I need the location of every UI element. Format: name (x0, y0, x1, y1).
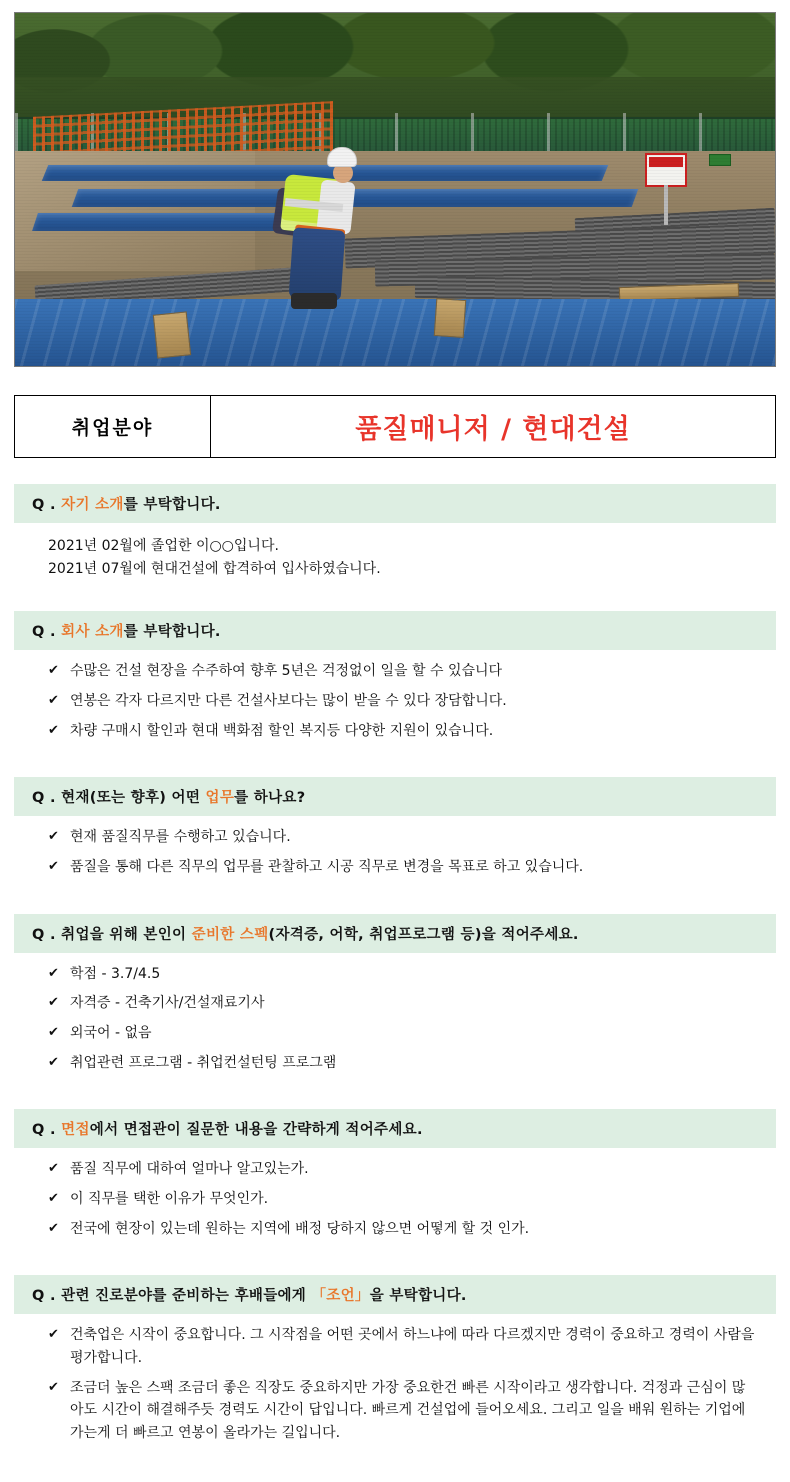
worker-figure (265, 141, 365, 331)
answer-block-1 (14, 523, 776, 585)
question-prefix: Q . (32, 926, 56, 943)
qa-block-3 (14, 777, 776, 887)
question-rest: 를 부탁합니다. (123, 624, 221, 641)
question-bar-5 (14, 1109, 776, 1148)
green-placard (709, 154, 731, 166)
question-prefix: Q . (32, 790, 56, 807)
list-item: ✔ 조금더 높은 스팩 조금더 좋은 직장도 중요하지만 가장 중요한건 빠른 시작이라고 생각합니다. 걱정과 근심이 많아도 시간이 해결해주듯 경력도 시간이 답입니다. 빠르게 건설업에 들어오세요. 그리고 일을 배워 원하는 기업에 가는게 더 빠르고 연봉이 올라가는 길입니다. (48, 1377, 758, 1445)
list-item: ✔ 전국에 현장이 있는데 원하는 지역에 배정 당하지 않으면 어떻게 할 것 인가. (48, 1218, 758, 1241)
safety-helmet (327, 147, 357, 167)
photo-illustration (15, 13, 775, 366)
question-highlight: 업무 (205, 790, 235, 807)
answer-list-5 (14, 1148, 776, 1249)
timber-beam-1 (153, 311, 191, 358)
list-item: ✔ 건축업은 시작이 중요합니다. 그 시작점을 어떤 곳에서 하느냐에 따라 다르겠지만 경력이 중요하고 경력이 사람을 평가합니다. (48, 1324, 758, 1369)
question-highlight: 자기 소개 (61, 497, 124, 513)
question-pre-text: 현재(또는 향후) 어떤 (61, 790, 206, 807)
blue-tarp-foreground (15, 299, 775, 366)
answer-line: 2021년 07월에 현대건설에 합격하여 입사하였습니다. (48, 561, 381, 578)
question-bar-6 (14, 1275, 776, 1314)
question-prefix: Q . (32, 624, 56, 641)
list-item: ✔ 품질 직무에 대하여 얼마나 알고있는가. (48, 1158, 758, 1181)
list-item: ✔ 자격증 - 건축기사/건설재료기사 (48, 992, 758, 1015)
question-highlight: 회사 소개 (61, 624, 124, 641)
worker-pants (289, 227, 346, 300)
warning-sign (645, 153, 687, 187)
question-rest: 를 하나요? (234, 790, 306, 807)
job-field-value: 품질매니저 / 현대건설 (211, 396, 776, 458)
answer-list-2 (14, 650, 776, 751)
list-item: ✔ 현재 품질직무를 수행하고 있습니다. (48, 826, 758, 849)
question-pre-text: 관련 진로분야를 준비하는 후배들에게 (61, 1288, 312, 1305)
job-field-table (14, 395, 776, 458)
job-field-label: 취업분야 (15, 396, 211, 458)
list-item: ✔ 취업관련 프로그램 - 취업컨설턴팅 프로그램 (48, 1052, 758, 1075)
question-pre-text: 취업을 위해 본인이 (61, 926, 192, 943)
question-prefix: Q . (32, 1288, 56, 1305)
question-rest: 를 부탁합니다. (123, 497, 221, 513)
question-bar-3 (14, 777, 776, 816)
list-item: ✔ 연봉은 각자 다르지만 다른 건설사보다는 많이 받을 수 있다 장담합니다. (48, 690, 758, 713)
sign-post (664, 185, 668, 225)
list-item: ✔ 품질을 통해 다른 직무의 업무를 관찰하고 시공 직무로 변경을 목표로 하고 있습니다. (48, 856, 758, 879)
question-bar-2 (14, 611, 776, 650)
qa-block-4 (14, 914, 776, 1084)
list-item: ✔ 이 직무를 택한 이유가 무엇인가. (48, 1188, 758, 1211)
question-bar-4 (14, 914, 776, 953)
qa-block-2 (14, 611, 776, 751)
answer-list-4 (14, 953, 776, 1084)
qa-block-5 (14, 1109, 776, 1249)
question-rest: 에서 면접관이 질문한 내용을 간략하게 적어주세요. (89, 1122, 423, 1139)
list-item: ✔ 학점 - 3.7/4.5 (48, 963, 758, 986)
answer-list-6 (14, 1314, 776, 1453)
bottom-spacer (14, 1454, 776, 1464)
worker-boots (291, 293, 337, 309)
question-highlight: 준비한 스펙 (191, 926, 269, 943)
table-row (15, 396, 776, 458)
question-rest: (자격증, 어학, 취업프로그램 등)을 적어주세요. (268, 926, 579, 943)
list-item: ✔ 차량 구매시 할인과 현대 백화점 할인 복지등 다양한 지원이 있습니다. (48, 720, 758, 743)
question-highlight: 「조언」 (311, 1288, 370, 1305)
question-highlight: 면접 (61, 1122, 90, 1139)
question-prefix: Q . (32, 497, 56, 513)
list-item: ✔ 외국어 - 없음 (48, 1022, 758, 1045)
qa-block-1 (14, 484, 776, 585)
list-item: ✔ 수많은 건설 현장을 수주하여 향후 5년은 걱정없이 일을 할 수 있습니다 (48, 660, 758, 683)
question-prefix: Q . (32, 1122, 56, 1139)
qa-block-6 (14, 1275, 776, 1453)
answer-line: 2021년 02월에 졸업한 이○○입니다. (48, 538, 279, 554)
question-rest: 을 부탁합니다. (369, 1288, 467, 1305)
timber-beam-2 (434, 298, 467, 338)
answer-list-3 (14, 816, 776, 887)
construction-site-photo (14, 12, 776, 367)
question-bar-1 (14, 484, 776, 523)
